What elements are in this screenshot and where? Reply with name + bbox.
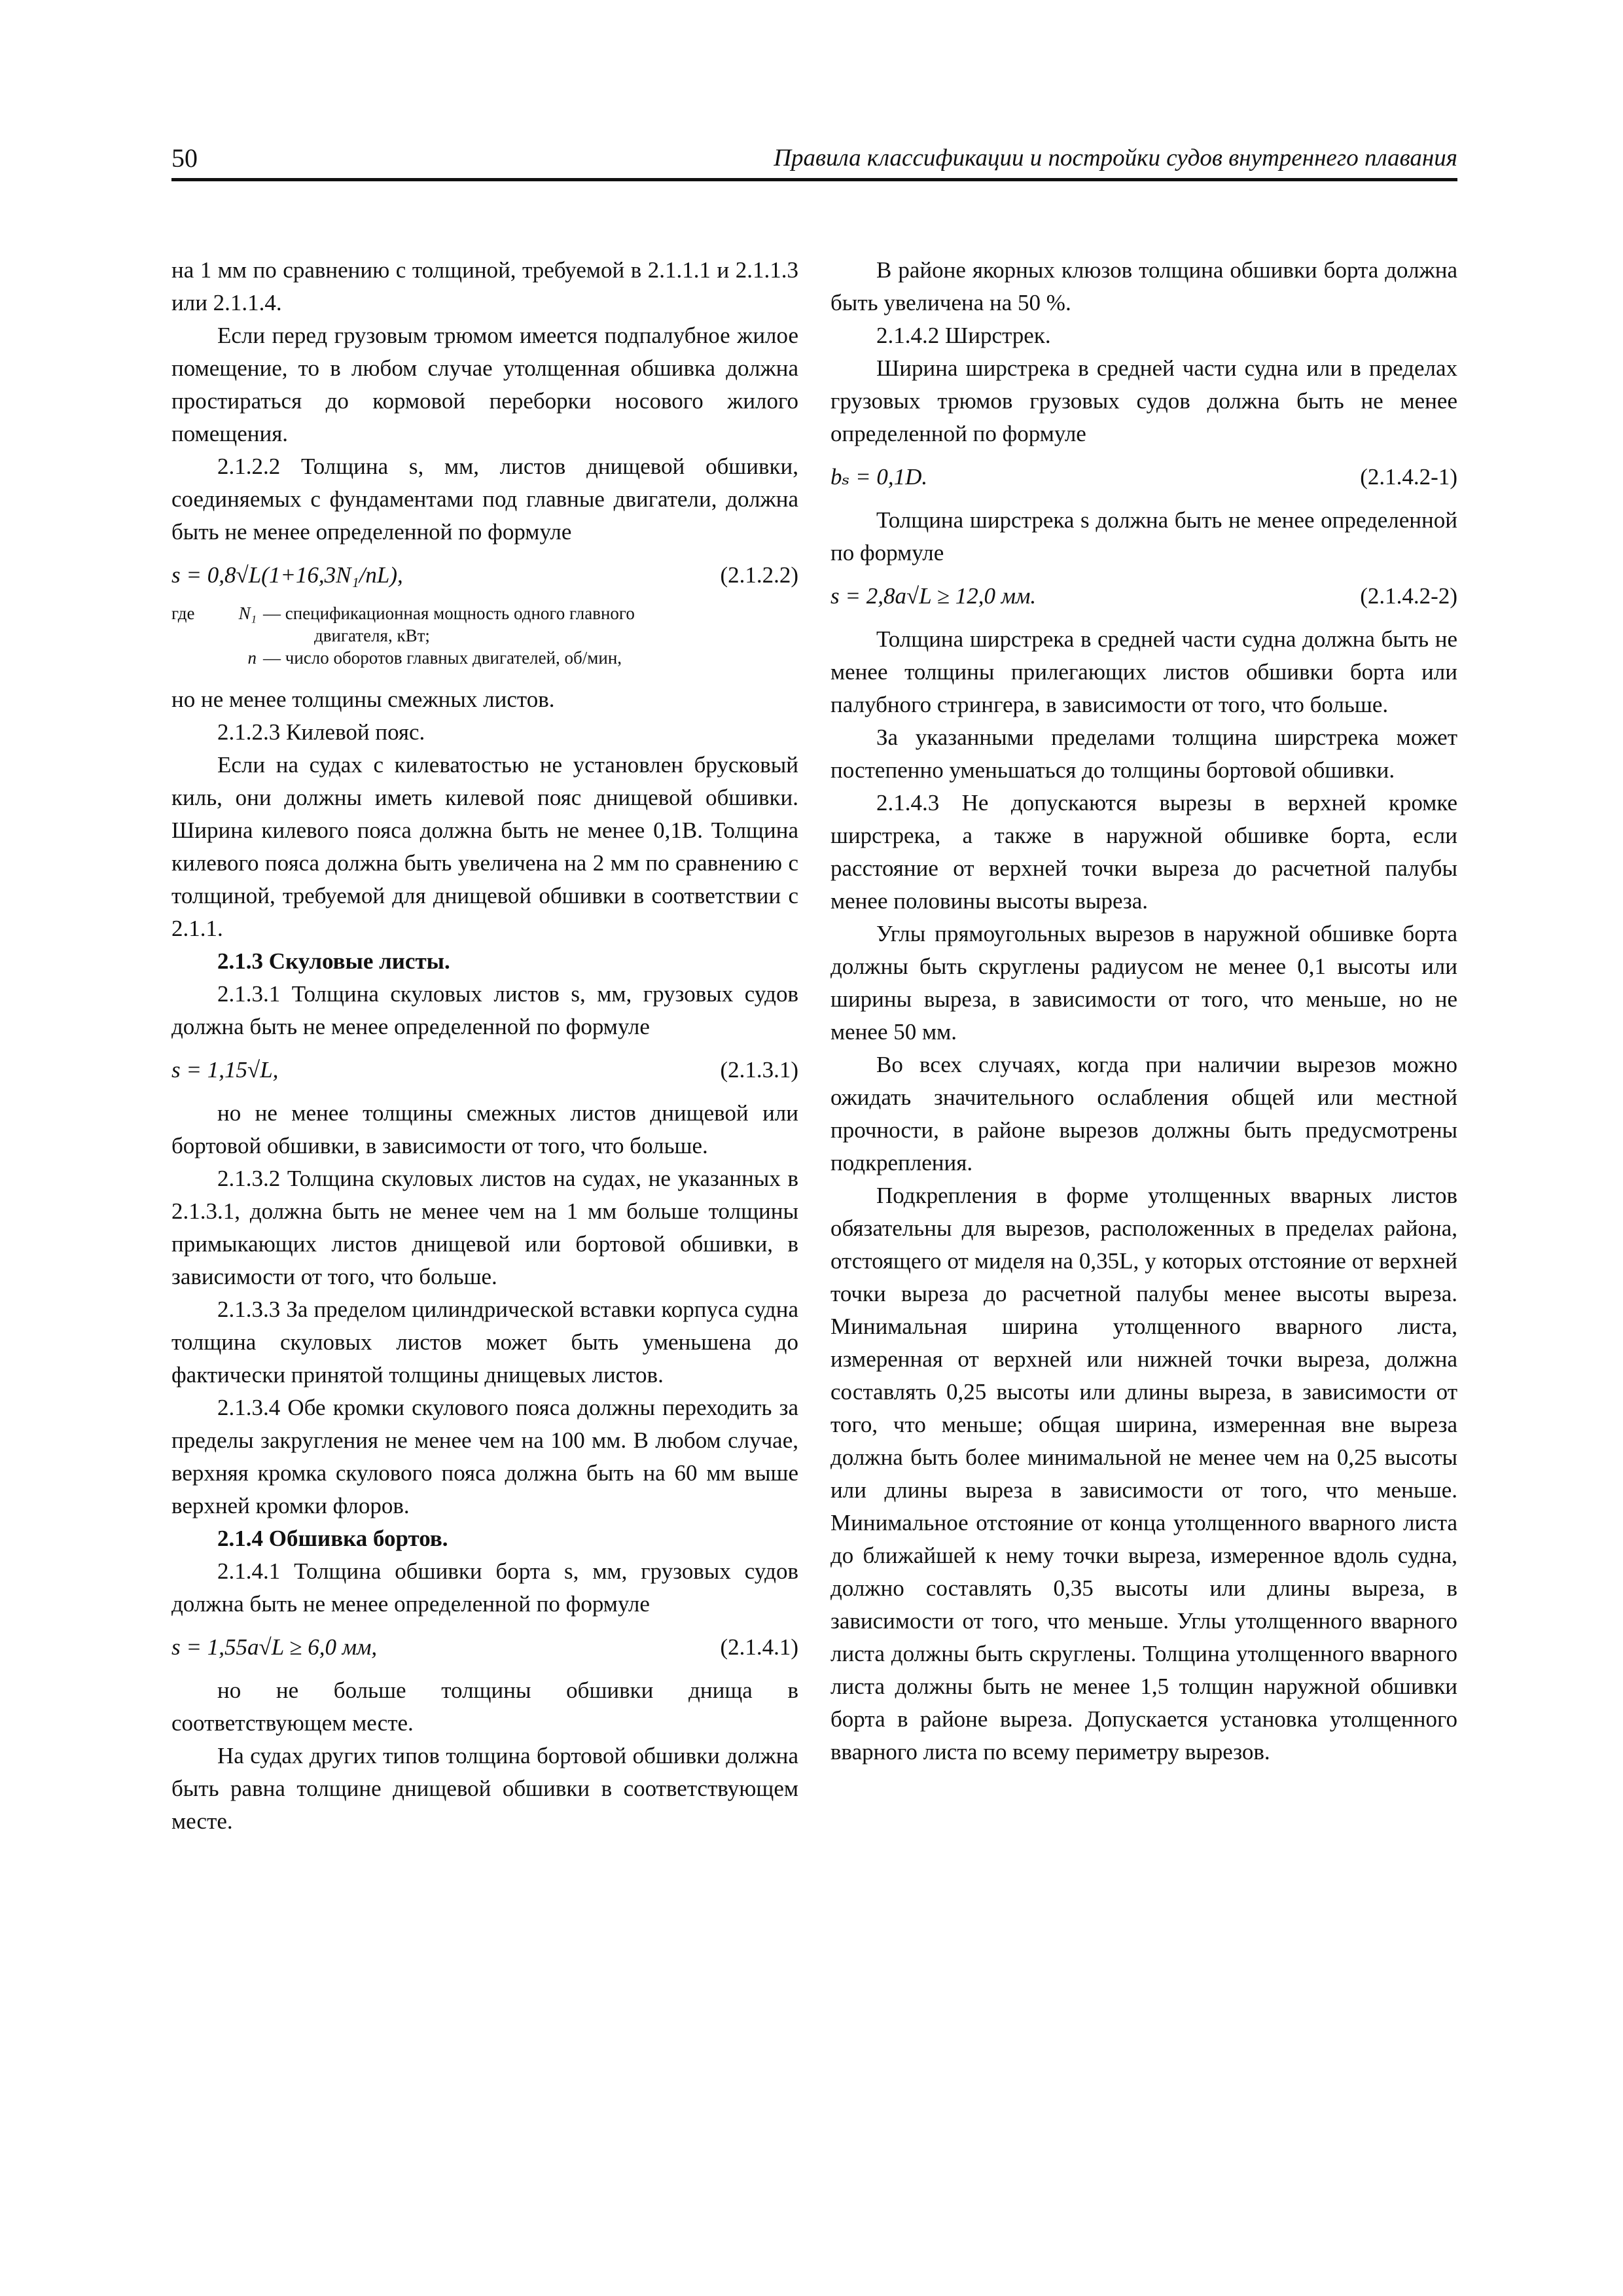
page-header bbox=[171, 143, 1457, 177]
formula-number: (2.1.4.1) bbox=[720, 1634, 798, 1660]
running-title: Правила классификации и постройки судов внутреннего плавания bbox=[774, 145, 1457, 171]
paragraph: В районе якорных клюзов толщина обшивки борта должна быть увеличена на 50 %. bbox=[830, 257, 1457, 315]
symbol-legend bbox=[171, 602, 798, 669]
paragraph: 2.1.2.2 Толщина s, мм, листов днищевой обшивки, соединяемых с фундаментами под главные двигатели, должна быть не менее определенной по формуле bbox=[171, 454, 798, 545]
paragraph: Если на судах с килеватостью не установлен брусковый киль, они должны иметь килевой пояс днищевой обшивки. Ширина килевого пояса должна быть не менее 0,1B. Толщина килевого пояса должна быть увеличена на 2 мм по сравнению с толщиной, требуемой для днищевой обшивки в соответствии с 2.1.1. bbox=[171, 752, 798, 941]
formula-expression: s = 1,55a√L ≥ 6,0 мм, bbox=[171, 1634, 378, 1660]
paragraph: на 1 мм по сравнению с толщиной, требуемой в 2.1.1.1 и 2.1.1.3 или 2.1.1.4. bbox=[171, 257, 798, 315]
legend-symbol: n bbox=[247, 648, 257, 668]
paragraph: Толщина ширстрека s должна быть не менее определенной по формуле bbox=[830, 507, 1457, 565]
paragraph: На судах других типов толщина бортовой обшивки должна быть равна толщине днищевой обшивки в соответствующем месте. bbox=[171, 1743, 798, 1834]
paragraph: 2.1.3.4 Обе кромки скулового пояса должны переходить за пределы закругления не менее чем на 100 мм. В любом случае, верхняя кромка скулового пояса должна быть на 60 мм выше верхней кромки флоров. bbox=[171, 1395, 798, 1518]
legend-text: — число оборотов главных двигателей, об/мин, bbox=[263, 648, 622, 668]
formula-number: (2.1.4.2-2) bbox=[1360, 583, 1457, 609]
formula-expression: s = 0,8√L(1+16,3N₁/nL), bbox=[171, 562, 403, 588]
paragraph: Ширина ширстрека в средней части судна или в пределах грузовых трюмов грузовых судов должна быть не менее определенной по формуле bbox=[830, 355, 1457, 446]
paragraph: Толщина ширстрека в средней части судна должна быть не менее толщины прилегающих листов обшивки борта или палубного стрингера, в зависимости от того, что больше. bbox=[830, 626, 1457, 717]
page-number: 50 bbox=[171, 143, 198, 173]
formula-number: (2.1.4.2-1) bbox=[1360, 464, 1457, 490]
formula-2-1-4-1 bbox=[171, 1631, 798, 1664]
paragraph: но не менее толщины смежных листов днищевой или бортовой обшивки, в зависимости от того, что больше. bbox=[171, 1100, 798, 1158]
paragraph: Углы прямоугольных вырезов в наружной обшивке борта должны быть скруглены радиусом не менее 0,1 высоты или ширины выреза, в зависимости от того, что меньше, но не менее 50 мм. bbox=[830, 921, 1457, 1045]
paragraph: 2.1.3.1 Толщина скуловых листов s, мм, грузовых судов должна быть не менее определенной по формуле bbox=[171, 981, 798, 1039]
header-rule bbox=[171, 178, 1457, 181]
where-label: где bbox=[171, 603, 195, 623]
legend-symbol: N₁ bbox=[238, 603, 257, 623]
paragraph: 2.1.3.2 Толщина скуловых листов на судах, не указанных в 2.1.3.1, должна быть не менее чем на 1 мм больше толщины примыкающих листов днищевой или бортовой обшивки, в зависимости от того, что больше. bbox=[171, 1166, 798, 1289]
paragraph: Во всех случаях, когда при наличии вырезов можно ожидать значительного ослабления общей или местной прочности, в районе вырезов должны быть предусмотрены подкрепления. bbox=[830, 1052, 1457, 1175]
formula-expression: s = 2,8a√L ≥ 12,0 мм. bbox=[830, 583, 1037, 609]
formula-2-1-4-2-1 bbox=[830, 461, 1457, 493]
right-column bbox=[830, 254, 1457, 1768]
formula-2-1-2-2 bbox=[171, 559, 798, 592]
paragraph: но не больше толщины обшивки днища в соответствующем месте. bbox=[171, 1677, 798, 1736]
section-heading: 2.1.4 Обшивка бортов. bbox=[217, 1526, 448, 1551]
paragraph: Если перед грузовым трюмом имеется подпалубное жилое помещение, то в любом случае утолщенная обшивка должна простираться до кормовой переборки носового жилого помещения. bbox=[171, 323, 798, 446]
formula-2-1-4-2-2 bbox=[830, 580, 1457, 613]
formula-number: (2.1.3.1) bbox=[720, 1057, 798, 1083]
formula-expression: s = 1,15√L, bbox=[171, 1057, 279, 1083]
paragraph: 2.1.4.1 Толщина обшивки борта s, мм, грузовых судов должна быть не менее определенной по формуле bbox=[171, 1558, 798, 1617]
section-heading: 2.1.2.3 Килевой пояс. bbox=[217, 719, 425, 745]
left-column bbox=[171, 254, 798, 1838]
paragraph: Подкрепления в форме утолщенных вварных листов обязательны для вырезов, расположенных в пределах района, отстоящего от миделя на 0,35L, у которых отстояние от верхней точки выреза до расчетной палубы менее высоты выреза. Минимальная ширина утолщенного вварного листа, измеренная от верхней или нижней точки выреза, должна составлять 0,25 высоты или длины выреза, в зависимости от того, что меньше; общая ширина, измеренная вне выреза должна быть более минимальной не менее чем на 0,25 высоты или длины выреза в зависимости от того, что меньше. Минимальное отстояние от конца утолщенного вварного листа до ближайшей к нему точки выреза, измеренное вдоль судна, должно составлять 0,35 высоты или длины выреза, в зависимости от того, что меньше. Углы утолщенного вварного листа должны быть скруглены. Толщина утолщенного вварного листа должны быть не менее 1,5 толщин наружной обшивки борта в районе выреза. Допускается установка утолщенного вварного листа по всему периметру вырезов. bbox=[830, 1183, 1457, 1765]
paragraph: но не менее толщины смежных листов. bbox=[171, 687, 555, 712]
formula-number: (2.1.2.2) bbox=[720, 562, 798, 588]
paragraph: За указанными пределами толщина ширстрека может постепенно уменьшаться до толщины бортовой обшивки. bbox=[830, 725, 1457, 783]
section-heading: 2.1.4.2 Ширстрек. bbox=[876, 323, 1051, 348]
paragraph: 2.1.4.3 Не допускаются вырезы в верхней кромке ширстрека, а также в наружной обшивке борта, если расстояние от верхней точки выреза до расчетной палубы менее половины высоты выреза. bbox=[830, 790, 1457, 914]
legend-text: — спецификационная мощность одного главного bbox=[263, 603, 635, 623]
section-heading: 2.1.3 Скуловые листы. bbox=[217, 948, 450, 974]
legend-text-continued: двигателя, кВт; bbox=[314, 626, 430, 645]
formula-expression: bₛ = 0,1D. bbox=[830, 464, 928, 490]
paragraph: 2.1.3.3 За пределом цилиндрической вставки корпуса судна толщина скуловых листов может быть уменьшена до фактически принятой толщины днищевых листов. bbox=[171, 1297, 798, 1388]
formula-2-1-3-1 bbox=[171, 1054, 798, 1086]
